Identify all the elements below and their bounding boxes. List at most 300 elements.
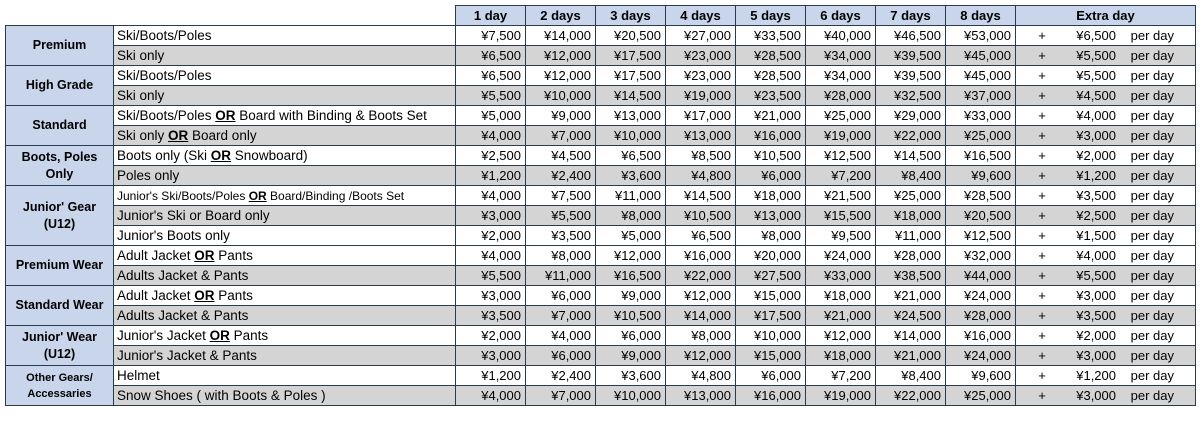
price-cell-day-5: ¥15,000 [736,346,806,366]
price-cell-day-1: ¥6,500 [456,46,526,66]
price-cell-day-5: ¥27,500 [736,266,806,286]
price-cell-day-1: ¥7,500 [456,26,526,46]
price-cell-day-3: ¥9,000 [596,286,666,306]
price-cell-day-8: ¥28,000 [946,306,1016,326]
category-line1: Junior' Gear [22,199,97,214]
per-day-label: per day [1130,28,1174,43]
price-cell-day-2: ¥11,000 [526,266,596,286]
price-cell-day-5: ¥28,500 [736,46,806,66]
category-cell [6,246,114,286]
category-line1: Premium Wear [15,258,104,272]
table-row [6,166,1196,186]
item-label-part2: Snowboard) [231,148,308,163]
price-cell-day-8: ¥16,000 [946,326,1016,346]
price-cell-day-6: ¥7,200 [806,166,876,186]
price-cell-day-7: ¥38,500 [876,266,946,286]
table-row [6,26,1196,46]
price-cell-day-6: ¥19,000 [806,126,876,146]
header-extra-day: Extra day [1016,6,1196,26]
price-cell-day-3: ¥17,500 [596,66,666,86]
extra-day-cell [1016,386,1196,406]
header-blank [6,6,456,26]
item-label-part1: Boots only (Ski [117,148,211,163]
extra-day-price: ¥2,000 [1076,148,1116,163]
price-cell-day-2: ¥5,500 [526,206,596,226]
price-cell-day-3: ¥12,000 [596,246,666,266]
item-label-part2: Pants [214,248,253,263]
extra-day-price: ¥1,500 [1076,228,1116,243]
per-day-label: per day [1130,268,1174,283]
table-row [6,326,1196,346]
header-day-4: 4 days [666,6,736,26]
price-cell-day-6: ¥21,000 [806,306,876,326]
price-cell-day-7: ¥28,000 [876,246,946,266]
price-cell-day-4: ¥12,000 [666,346,736,366]
item-label-part2: Board with Binding & Boots Set [235,108,427,123]
item-label: Ski only [117,48,165,63]
price-cell-day-6: ¥7,200 [806,366,876,386]
header-day-5: 5 days [736,6,806,26]
price-cell-day-7: ¥22,000 [876,126,946,146]
rental-price-table [5,5,1196,406]
extra-day-price: ¥1,200 [1076,168,1116,183]
price-cell-day-2: ¥4,000 [526,326,596,346]
price-cell-day-6: ¥21,500 [806,186,876,206]
category-line2: Only [45,166,74,181]
per-day-label: per day [1130,228,1174,243]
item-label: Ski only [117,88,165,103]
category-cell [6,66,114,106]
price-cell-day-2: ¥12,000 [526,46,596,66]
item-label-part1: Ski only [117,128,169,143]
item-cell [114,106,456,126]
category-line1: Other Gears/ [26,371,93,384]
item-label: Helmet [117,368,160,383]
item-cell [114,226,456,246]
extra-day-cell [1016,346,1196,366]
price-cell-day-8: ¥9,600 [946,366,1016,386]
price-cell-day-8: ¥20,500 [946,206,1016,226]
or-keyword: OR [210,148,232,163]
category-cell [6,286,114,326]
category-line1: Junior' Wear [22,329,97,344]
plus-sign: + [1038,148,1046,163]
item-cell [114,286,456,306]
price-cell-day-1: ¥2,000 [456,226,526,246]
extra-day-cell [1016,86,1196,106]
plus-sign: + [1038,68,1046,83]
price-cell-day-7: ¥39,500 [876,66,946,86]
category-cell [6,106,114,146]
extra-day-cell [1016,146,1196,166]
extra-day-price: ¥3,500 [1076,308,1116,323]
per-day-label: per day [1130,288,1174,303]
price-cell-day-4: ¥4,800 [666,166,736,186]
table-row [6,346,1196,366]
table-row [6,146,1196,166]
or-keyword: OR [194,288,215,303]
item-cell [114,346,456,366]
item-label-part1: Junior's Jacket [117,328,210,343]
item-label: Adults Jacket & Pants [117,308,249,323]
price-cell-day-7: ¥14,000 [876,326,946,346]
price-cell-day-7: ¥46,500 [876,26,946,46]
plus-sign: + [1038,48,1046,63]
item-label: Junior's Jacket & Pants [117,348,257,363]
table-row [6,286,1196,306]
price-cell-day-8: ¥45,000 [946,46,1016,66]
price-cell-day-1: ¥6,500 [456,66,526,86]
price-cell-day-1: ¥4,000 [456,126,526,146]
price-cell-day-3: ¥6,000 [596,326,666,346]
item-cell [114,66,456,86]
price-cell-day-4: ¥14,500 [666,186,736,206]
item-label-part1: Adult Jacket [117,288,195,303]
price-cell-day-3: ¥11,000 [596,186,666,206]
price-cell-day-2: ¥6,000 [526,286,596,306]
price-cell-day-6: ¥28,000 [806,86,876,106]
extra-day-cell [1016,246,1196,266]
item-cell [114,266,456,286]
price-cell-day-5: ¥16,000 [736,126,806,146]
price-cell-day-4: ¥14,000 [666,306,736,326]
item-label-part1: Adult Jacket [117,248,195,263]
extra-day-cell [1016,26,1196,46]
header-day-7: 7 days [876,6,946,26]
price-cell-day-3: ¥17,500 [596,46,666,66]
extra-day-price: ¥3,500 [1076,188,1116,203]
price-cell-day-8: ¥33,000 [946,106,1016,126]
price-cell-day-7: ¥21,000 [876,346,946,366]
plus-sign: + [1038,108,1046,123]
price-cell-day-8: ¥28,500 [946,186,1016,206]
table-row [6,46,1196,66]
price-cell-day-4: ¥23,000 [666,66,736,86]
item-cell [114,326,456,346]
plus-sign: + [1038,308,1046,323]
item-label-part2: Pants [229,328,269,343]
price-cell-day-3: ¥8,000 [596,206,666,226]
table-row [6,106,1196,126]
category-line1: High Grade [25,78,94,92]
extra-day-cell [1016,286,1196,306]
extra-day-price: ¥2,500 [1076,208,1116,223]
item-label-part2: Board/Binding /Boots Set [266,188,405,203]
price-cell-day-3: ¥3,600 [596,366,666,386]
price-cell-day-2: ¥10,000 [526,86,596,106]
plus-sign: + [1038,288,1046,303]
plus-sign: + [1038,88,1046,103]
extra-day-cell [1016,206,1196,226]
price-cell-day-5: ¥6,000 [736,166,806,186]
item-cell [114,46,456,66]
price-cell-day-1: ¥4,000 [456,186,526,206]
price-cell-day-4: ¥12,000 [666,286,736,306]
per-day-label: per day [1130,88,1174,103]
extra-day-cell [1016,166,1196,186]
price-cell-day-8: ¥37,000 [946,86,1016,106]
extra-day-cell [1016,366,1196,386]
price-cell-day-6: ¥34,000 [806,66,876,86]
extra-day-price: ¥4,000 [1076,108,1116,123]
price-cell-day-5: ¥10,000 [736,326,806,346]
item-label-part1: Junior's Ski/Boots/Poles [117,188,249,203]
price-cell-day-8: ¥16,500 [946,146,1016,166]
table-row [6,66,1196,86]
price-cell-day-8: ¥44,000 [946,266,1016,286]
price-cell-day-3: ¥5,000 [596,226,666,246]
price-cell-day-8: ¥32,000 [946,246,1016,266]
price-cell-day-2: ¥2,400 [526,166,596,186]
per-day-label: per day [1130,168,1174,183]
per-day-label: per day [1130,148,1174,163]
item-cell [114,166,456,186]
price-cell-day-8: ¥45,000 [946,66,1016,86]
price-cell-day-5: ¥18,000 [736,186,806,206]
price-cell-day-2: ¥2,400 [526,366,596,386]
price-cell-day-7: ¥25,000 [876,186,946,206]
price-cell-day-5: ¥21,000 [736,106,806,126]
per-day-label: per day [1130,48,1174,63]
or-keyword: OR [209,328,230,343]
price-cell-day-1: ¥3,000 [456,286,526,306]
extra-day-price: ¥3,000 [1076,388,1116,403]
price-cell-day-5: ¥8,000 [736,226,806,246]
category-line1: Boots, Poles [21,149,98,164]
plus-sign: + [1038,128,1046,143]
or-keyword: OR [215,108,236,123]
price-cell-day-5: ¥20,000 [736,246,806,266]
price-cell-day-2: ¥12,000 [526,66,596,86]
extra-day-price: ¥1,200 [1076,368,1116,383]
table-row [6,306,1196,326]
plus-sign: + [1038,388,1046,403]
table-row [6,246,1196,266]
plus-sign: + [1038,188,1046,203]
price-cell-day-4: ¥10,500 [666,206,736,226]
category-line2: Accessaries [27,387,92,400]
extra-day-price: ¥5,500 [1076,268,1116,283]
price-cell-day-4: ¥4,800 [666,366,736,386]
extra-day-price: ¥5,500 [1076,68,1116,83]
item-cell [114,366,456,386]
price-cell-day-1: ¥4,000 [456,386,526,406]
price-cell-day-3: ¥10,500 [596,306,666,326]
item-label: Junior's Ski or Board only [117,208,270,223]
category-line1: Standard [32,118,87,132]
price-cell-day-7: ¥11,000 [876,226,946,246]
price-cell-day-2: ¥3,500 [526,226,596,246]
price-cell-day-7: ¥8,400 [876,366,946,386]
price-cell-day-6: ¥15,500 [806,206,876,226]
price-cell-day-6: ¥24,000 [806,246,876,266]
price-cell-day-8: ¥53,000 [946,26,1016,46]
price-cell-day-3: ¥6,500 [596,146,666,166]
item-label-part2: Board only [188,128,257,143]
price-cell-day-4: ¥19,000 [666,86,736,106]
per-day-label: per day [1130,108,1174,123]
price-cell-day-8: ¥24,000 [946,286,1016,306]
price-cell-day-6: ¥40,000 [806,26,876,46]
price-cell-day-7: ¥21,000 [876,286,946,306]
category-line1: Premium [32,38,87,52]
price-cell-day-2: ¥9,000 [526,106,596,126]
price-cell-day-4: ¥22,000 [666,266,736,286]
plus-sign: + [1038,248,1046,263]
header-day-3: 3 days [596,6,666,26]
per-day-label: per day [1130,248,1174,263]
price-cell-day-7: ¥8,400 [876,166,946,186]
price-cell-day-4: ¥13,000 [666,126,736,146]
extra-day-cell [1016,186,1196,206]
price-cell-day-3: ¥16,500 [596,266,666,286]
price-cell-day-5: ¥23,500 [736,86,806,106]
price-cell-day-1: ¥3,500 [456,306,526,326]
table-row [6,206,1196,226]
extra-day-price: ¥4,000 [1076,248,1116,263]
item-label: Junior's Boots only [117,228,230,243]
price-cell-day-2: ¥7,500 [526,186,596,206]
price-cell-day-8: ¥9,600 [946,166,1016,186]
price-cell-day-6: ¥33,000 [806,266,876,286]
table-row [6,266,1196,286]
price-cell-day-6: ¥18,000 [806,346,876,366]
price-cell-day-3: ¥20,500 [596,26,666,46]
category-line2: (U12) [43,216,76,231]
extra-day-cell [1016,46,1196,66]
header-day-1: 1 day [456,6,526,26]
price-cell-day-5: ¥6,000 [736,366,806,386]
price-cell-day-6: ¥19,000 [806,386,876,406]
price-cell-day-1: ¥2,000 [456,326,526,346]
item-cell [114,206,456,226]
price-cell-day-1: ¥1,200 [456,366,526,386]
extra-day-price: ¥2,000 [1076,328,1116,343]
or-keyword: OR [248,188,267,203]
price-cell-day-4: ¥8,500 [666,146,736,166]
price-cell-day-8: ¥12,500 [946,226,1016,246]
item-label-part2: Pants [214,288,253,303]
price-cell-day-4: ¥13,000 [666,386,736,406]
price-cell-day-4: ¥6,500 [666,226,736,246]
table-row [6,186,1196,206]
per-day-label: per day [1130,348,1174,363]
price-cell-day-2: ¥7,000 [526,386,596,406]
item-cell [114,126,456,146]
price-cell-day-3: ¥13,000 [596,106,666,126]
plus-sign: + [1038,328,1046,343]
price-cell-day-1: ¥4,000 [456,246,526,266]
item-label: Ski/Boots/Poles [117,68,212,83]
price-cell-day-3: ¥10,000 [596,126,666,146]
item-cell [114,146,456,166]
per-day-label: per day [1130,368,1174,383]
price-cell-day-2: ¥7,000 [526,126,596,146]
item-label: Poles only [117,168,180,183]
price-cell-day-3: ¥9,000 [596,346,666,366]
price-cell-day-2: ¥14,000 [526,26,596,46]
price-cell-day-3: ¥10,000 [596,386,666,406]
price-cell-day-4: ¥23,000 [666,46,736,66]
price-cell-day-2: ¥6,000 [526,346,596,366]
extra-day-cell [1016,106,1196,126]
per-day-label: per day [1130,68,1174,83]
category-cell [6,326,114,366]
item-cell [114,86,456,106]
category-cell [6,366,114,406]
price-cell-day-7: ¥18,000 [876,206,946,226]
plus-sign: + [1038,268,1046,283]
plus-sign: + [1038,368,1046,383]
price-cell-day-6: ¥12,500 [806,146,876,166]
price-cell-day-4: ¥8,000 [666,326,736,346]
price-cell-day-7: ¥29,000 [876,106,946,126]
price-cell-day-8: ¥25,000 [946,126,1016,146]
per-day-label: per day [1130,328,1174,343]
price-cell-day-7: ¥22,000 [876,386,946,406]
price-cell-day-7: ¥39,500 [876,46,946,66]
table-row [6,386,1196,406]
price-cell-day-6: ¥34,000 [806,46,876,66]
price-cell-day-1: ¥3,000 [456,206,526,226]
price-cell-day-5: ¥17,500 [736,306,806,326]
price-cell-day-6: ¥18,000 [806,286,876,306]
item-cell [114,386,456,406]
category-line2: (U12) [43,346,76,361]
price-cell-day-2: ¥4,500 [526,146,596,166]
price-cell-day-5: ¥33,500 [736,26,806,46]
price-cell-day-3: ¥3,600 [596,166,666,186]
price-cell-day-5: ¥15,000 [736,286,806,306]
extra-day-price: ¥4,500 [1076,88,1116,103]
price-cell-day-1: ¥5,500 [456,266,526,286]
table-row [6,126,1196,146]
per-day-label: per day [1130,188,1174,203]
extra-day-price: ¥5,500 [1076,48,1116,63]
table-row [6,226,1196,246]
extra-day-price: ¥6,500 [1076,28,1116,43]
price-cell-day-6: ¥25,000 [806,106,876,126]
item-label: Adults Jacket & Pants [117,268,249,283]
price-cell-day-1: ¥5,000 [456,106,526,126]
price-cell-day-1: ¥2,500 [456,146,526,166]
item-label: Ski/Boots/Poles [117,28,212,43]
table-row [6,86,1196,106]
extra-day-cell [1016,226,1196,246]
category-cell [6,146,114,186]
item-cell [114,306,456,326]
extra-day-price: ¥3,000 [1076,348,1116,363]
category-line1: Standard Wear [15,298,104,312]
category-cell [6,186,114,246]
extra-day-cell [1016,326,1196,346]
price-cell-day-5: ¥16,000 [736,386,806,406]
per-day-label: per day [1130,308,1174,323]
header-day-8: 8 days [946,6,1016,26]
price-cell-day-1: ¥3,000 [456,346,526,366]
header-day-6: 6 days [806,6,876,26]
header-day-2: 2 days [526,6,596,26]
price-cell-day-8: ¥25,000 [946,386,1016,406]
price-cell-day-2: ¥7,000 [526,306,596,326]
price-cell-day-7: ¥24,500 [876,306,946,326]
price-cell-day-8: ¥24,000 [946,346,1016,366]
price-cell-day-1: ¥5,500 [456,86,526,106]
price-cell-day-6: ¥12,000 [806,326,876,346]
plus-sign: + [1038,208,1046,223]
extra-day-cell [1016,266,1196,286]
price-cell-day-2: ¥8,000 [526,246,596,266]
